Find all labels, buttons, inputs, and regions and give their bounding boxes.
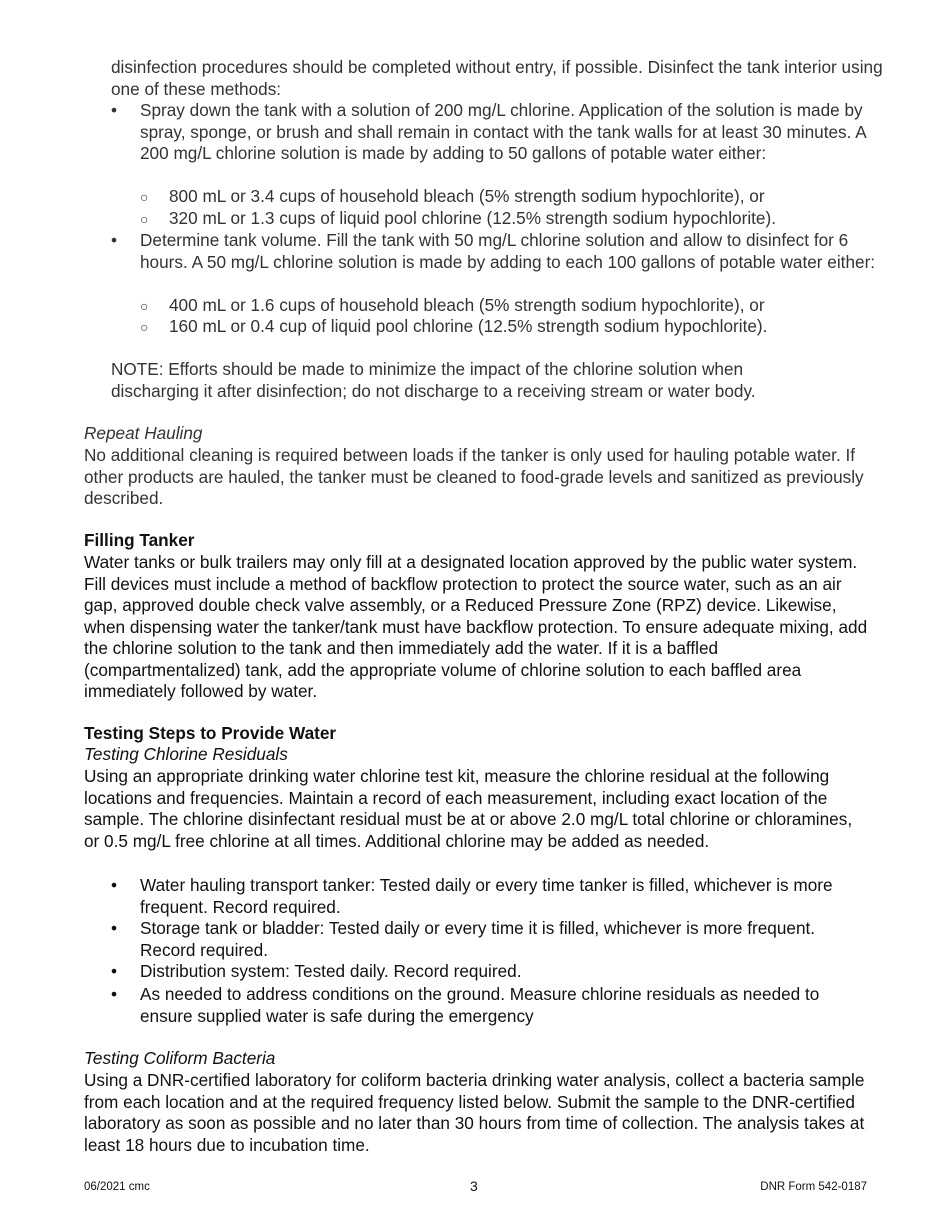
footer-date: 06/2021 cmc (84, 1181, 150, 1193)
filling-tanker-heading: Filling Tanker (84, 530, 195, 550)
testing-text: Using an appropriate drinking water chlorine test kit, measure the chlorine residual at the following locations and frequencies. Maintain a record of each measurement, including exact location of the sample. The chlorine disinfectant residual must be at or above 2.0 mg/L total chlorine or chloramines, or 0.5 mg/L free chlorine at all times. Additional chlorine may be added as needed. (84, 766, 853, 851)
method-text: Determine tank volume. Fill the tank with 50 mg/L chlorine solution and allow to disinfect for 6 hours. A 50 mg/L chlorine solution is made by adding to each 100 gallons of potable water either: (140, 230, 876, 272)
testing-bullet-item (111, 984, 891, 1028)
coliform-text: Using a DNR-certified laboratory for coliform bacteria drinking water analysis, collect a bacteria sample from each location and at the required frequency listed below. Submit the sample to the DNR-certified laboratory as soon as possible and no later than 30 hours from time of collection. The analysis takes at least 18 hours due to incubation time. (84, 1070, 865, 1155)
testing-bullet-item (111, 961, 891, 983)
testing-bullet-text: Water hauling transport tanker: Tested daily or every time tanker is filled, whichever is more frequent. Record required. (140, 875, 833, 917)
method-item (111, 100, 891, 188)
circle-bullet-icon: ○ (140, 298, 149, 314)
testing-bullet-text: As needed to address conditions on the ground. Measure chlorine residuals as needed to ensure supplied water is safe during the emergency (140, 984, 820, 1026)
bullet-icon: • (111, 100, 118, 120)
method-item (111, 230, 891, 296)
circle-bullet-icon: ○ (140, 211, 149, 227)
testing-heading: Testing Steps to Provide Water (84, 723, 337, 743)
note-paragraph: NOTE: Efforts should be made to minimize the impact of the chlorine solution when discharging it after disinfection; do not discharge to a receiving stream or water body. (111, 359, 756, 401)
bullet-icon: • (111, 875, 118, 895)
sub-item-text: 400 mL or 1.6 cups of household bleach (5% strength sodium hypochlorite), or (169, 295, 765, 315)
testing-subheading: Testing Chlorine Residuals (84, 744, 288, 764)
footer-form-number: DNR Form 542-0187 (760, 1181, 867, 1193)
bullet-icon: • (111, 918, 118, 938)
sub-item-text: 160 mL or 0.4 cup of liquid pool chlorine (12.5% strength sodium hypochlorite). (169, 316, 768, 336)
filling-tanker-text: Water tanks or bulk trailers may only fill at a designated location approved by the public water system. Fill devices must include a method of backflow protection to protect the source water, such as an air gap, approved double check valve assembly, or a Reduced Pressure Zone (RPZ) device. Likewise, when dispensing water the tanker/tank must have backflow protection. To ensure adequate mixing, add the chlorine solution to the tank and then immediately add the water. If it is a baffled (compartmentalized) tank, add the appropriate volume of chlorine solution to each baffled area immediately followed by water. (84, 552, 868, 701)
page-number: 3 (470, 1178, 478, 1194)
bullet-icon: • (111, 230, 118, 250)
circle-bullet-icon: ○ (140, 319, 149, 335)
repeat-hauling-text: No additional cleaning is required between loads if the tanker is only used for hauling potable water. If other products are hauled, the tanker must be cleaned to food-grade levels and sanitized as previously described. (84, 445, 864, 508)
coliform-heading: Testing Coliform Bacteria (84, 1048, 276, 1068)
repeat-hauling-heading: Repeat Hauling (84, 423, 203, 443)
circle-bullet-icon: ○ (140, 189, 149, 205)
method-text: Spray down the tank with a solution of 200 mg/L chlorine. Application of the solution is made by spray, sponge, or brush and shall remain in contact with the tank walls for at least 30 minutes. A 200 mg/L chlorine solution is made by adding to 50 gallons of potable water either: (140, 100, 866, 163)
testing-bullet-item (111, 918, 891, 962)
bullet-icon: • (111, 984, 118, 1004)
testing-bullet-text: Distribution system: Tested daily. Record required. (140, 961, 522, 981)
bullet-icon: • (111, 961, 118, 981)
sub-item-text: 320 mL or 1.3 cups of liquid pool chlorine (12.5% strength sodium hypochlorite). (169, 208, 776, 228)
testing-bullet-item (111, 875, 891, 919)
intro-paragraph: disinfection procedures should be completed without entry, if possible. Disinfect the tank interior using one of these methods: (111, 57, 883, 99)
sub-item-text: 800 mL or 3.4 cups of household bleach (5% strength sodium hypochlorite), or (169, 186, 765, 206)
testing-bullet-text: Storage tank or bladder: Tested daily or every time it is filled, whichever is more frequent. Record required. (140, 918, 816, 960)
